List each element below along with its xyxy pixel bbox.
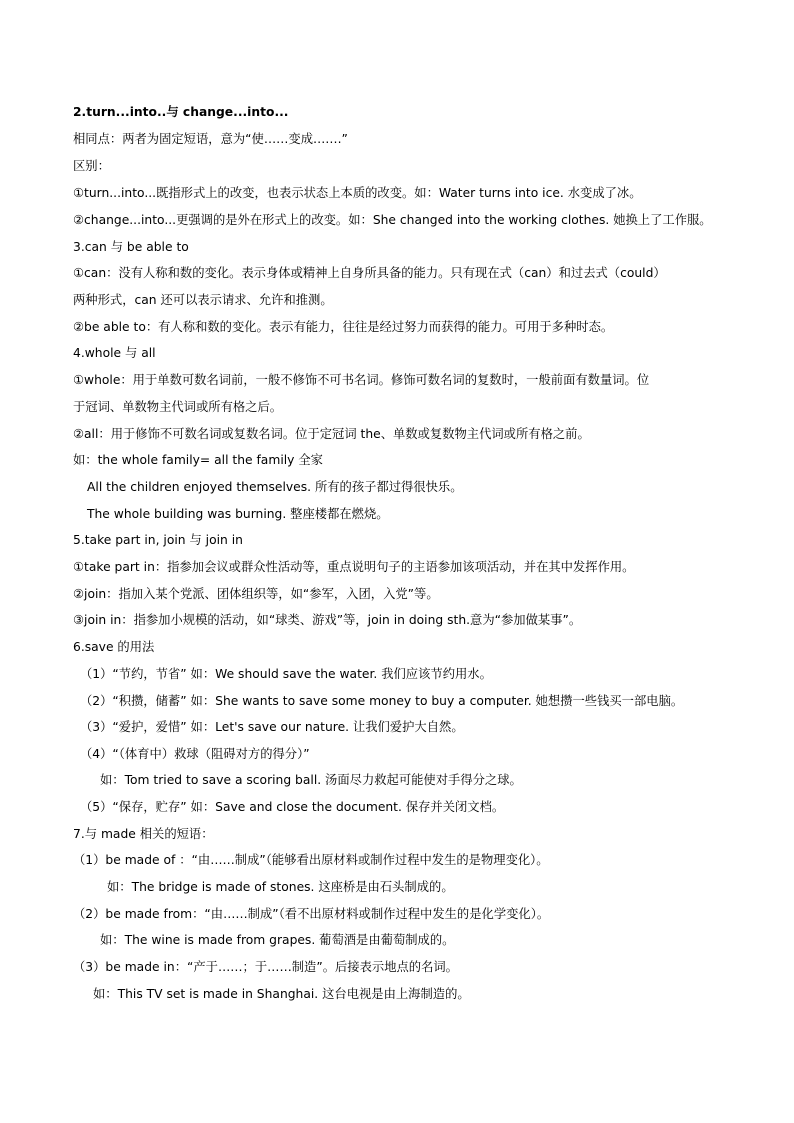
text-line: （3）be made in：“产于……；于……制造”。后接表示地点的名词。 xyxy=(73,960,458,974)
text-line: 如：the whole family= all the family 全家 xyxy=(73,453,323,467)
section-heading-made: 7.与 made 相关的短语： xyxy=(73,827,214,841)
text-line: （1）be made of ：“由……制成”（能够看出原材料或制作过程中发生的是物理变化）。 xyxy=(73,853,549,867)
text-line: ②be able to：有人称和数的变化。表示有能力，往往是经过努力而获得的能力。可用于多种时态。 xyxy=(73,320,614,334)
example-line: The whole building was burning. 整座楼都在燃烧。 xyxy=(87,507,389,521)
example-line: All the children enjoyed themselves. 所有的孩子都过得很快乐。 xyxy=(87,480,463,494)
text-line: ①take part in：指参加会议或群众性活动等，重点说明句子的主语参加该项活动，并在其中发挥作用。 xyxy=(73,560,635,574)
text-line: ②change...into...更强调的是外在形式上的改变。如：She changed into the working clothes. 她换上了工作服。 xyxy=(73,213,712,227)
text-line: （2）“积攒，储蓄” 如：She wants to save some money to buy a computer. 她想攒一些钱买一部电脑。 xyxy=(80,694,684,708)
section-heading-can: 3.can 与 be able to xyxy=(73,240,189,254)
text-line: ③join in：指参加小规模的活动，如“球类、游戏”等，join in doing sth.意为“参加做某事”。 xyxy=(73,613,582,627)
text-line: （5）“保存，贮存” 如：Save and close the document. 保存并关闭文档。 xyxy=(80,800,505,814)
text-line: 两种形式，can 还可以表示请求、允许和推测。 xyxy=(73,293,333,307)
example-line: 如：The bridge is made of stones. 这座桥是由石头制成的。 xyxy=(107,880,454,894)
section-heading-save: 6.save 的用法 xyxy=(73,640,155,654)
text-line: ①turn...into...既指形式上的改变，也表示状态上本质的改变。如：Water turns into ice. 水变成了冰。 xyxy=(73,186,642,200)
section-heading-whole-all: 4.whole 与 all xyxy=(73,346,156,360)
example-line: 如：The wine is made from grapes. 葡萄酒是由葡萄制成的。 xyxy=(100,933,455,947)
text-line: （2）be made from：“由……制成”（看不出原材料或制作过程中发生的是化学变化）。 xyxy=(73,907,550,921)
text-line: 于冠词、单数物主代词或所有格之后。 xyxy=(73,400,283,414)
section-heading-turn-into: 2.turn...into..与 change...into... xyxy=(73,105,289,119)
text-line: ②all：用于修饰不可数名词或复数名词。位于定冠词 the、单数或复数物主代词或所有格之前。 xyxy=(73,427,590,441)
example-line: 如：This TV set is made in Shanghai. 这台电视是由上海制造的。 xyxy=(93,987,470,1001)
text-line: ②join：指加入某个党派、团体组织等，如“参军，入团，入党”等。 xyxy=(73,587,439,601)
text-line: ①whole：用于单数可数名词前，一般不修饰不可书名词。修饰可数名词的复数时，一般前面有数量词。位 xyxy=(73,373,650,387)
text-line: （3）“爱护，爱惜” 如：Let's save our nature. 让我们爱护大自然。 xyxy=(80,720,464,734)
text-line: ①can：没有人称和数的变化。表示身体或精神上自身所具备的能力。只有现在式（can）和过去式（could） xyxy=(73,266,666,280)
text-line: 区别： xyxy=(73,159,110,173)
section-heading-take-part-in: 5.take part in, join 与 join in xyxy=(73,533,243,547)
text-line: 相同点：两者为固定短语，意为“使……变成…….” xyxy=(73,132,348,146)
text-line: （4）“（体育中）救球（阻碍对方的得分）” xyxy=(80,747,310,761)
text-line: （1）“节约，节省” 如：We should save the water. 我们应该节约用水。 xyxy=(80,667,492,681)
example-line: 如：Tom tried to save a scoring ball. 汤面尽力救起可能使对手得分之球。 xyxy=(100,773,522,787)
